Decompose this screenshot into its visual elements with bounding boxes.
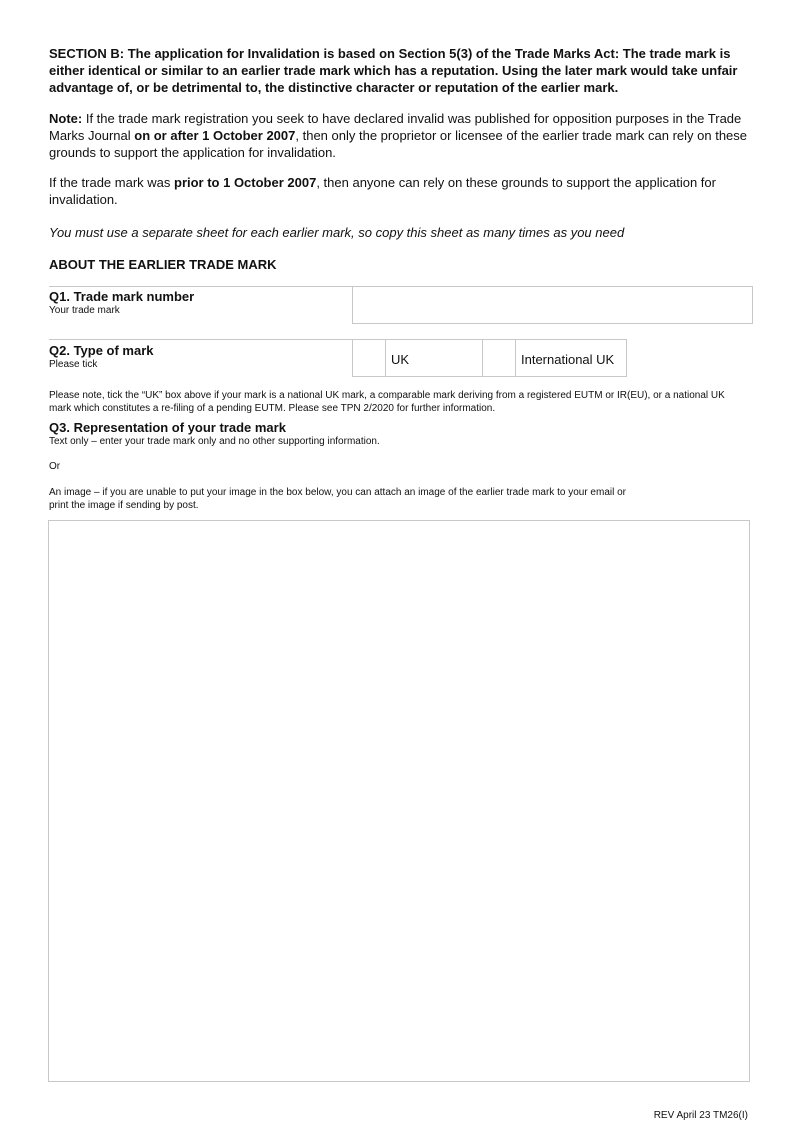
separate-sheet-instruction: You must use a separate sheet for each earlier mark, so copy this sheet as many times as you need <box>49 225 625 240</box>
q2-title: Q2. Type of mark <box>49 343 154 358</box>
prior-text-2: , then anyone can rely on these grounds to support the application for invalidation. <box>49 175 716 207</box>
section-b-heading: SECTION B: The application for Invalidation is based on Section 5(3) of the Trade Marks Act: The trade mark is either identical or similar to an earlier trade mark which has a reputation. Using the later mark would take unfair advantage of, or be detrimental to, the distinctive character or reputation of the earlier mark. <box>49 46 738 95</box>
prior-text-1: If the trade mark was <box>49 175 174 190</box>
note-bold-date: on or after 1 October 2007 <box>134 128 296 143</box>
international-uk-option-cell <box>515 339 627 377</box>
note-text-2: , then only the proprietor or licensee of the earlier trade mark can rely on these grounds to support the application for invalidation. <box>49 128 748 160</box>
q3-or: Or <box>49 461 61 472</box>
uk-tick-box[interactable] <box>352 339 386 377</box>
uk-option-cell <box>385 339 483 377</box>
about-heading: ABOUT THE EARLIER TRADE MARK <box>49 257 277 272</box>
q3-image-instruction: An image – if you are unable to put your image in the box below, you can attach an image of the earlier trade mark to your email or print the image if sending by post. <box>49 487 626 511</box>
international-uk-option-label: International UK <box>521 352 615 367</box>
prior-bold-date: prior to 1 October 2007 <box>174 175 317 190</box>
uk-option-label: UK <box>391 352 410 367</box>
note-text-1: If the trade mark registration you seek to have declared invalid was published for opposition purposes in the Trade Marks Journal <box>49 111 742 143</box>
q2-subtitle: Please tick <box>49 359 98 370</box>
note-label: Note: <box>49 111 83 126</box>
q1-subtitle: Your trade mark <box>49 305 120 316</box>
q3-title: Q3. Representation of your trade mark <box>49 420 286 435</box>
international-uk-tick-box[interactable] <box>482 339 516 377</box>
trade-mark-representation-box[interactable] <box>48 520 750 1082</box>
note-paragraph <box>49 110 759 161</box>
q1-title: Q1. Trade mark number <box>49 289 195 304</box>
q2-note: Please note, tick the “UK” box above if your mark is a national UK mark, a comparable mark deriving from a registered EUTM or IR(EU), or a national UK mark which constitutes a re-filing of a pending EUTM. Please see TPN 2/2020 for further information. <box>49 390 725 414</box>
trade-mark-number-input[interactable] <box>352 286 753 324</box>
prior-paragraph <box>49 174 759 208</box>
q3-text-only: Text only – enter your trade mark only and no other supporting information. <box>49 436 380 447</box>
form-revision-footer: REV April 23 TM26(I) <box>653 1110 748 1121</box>
q2-top-rule <box>49 339 352 340</box>
